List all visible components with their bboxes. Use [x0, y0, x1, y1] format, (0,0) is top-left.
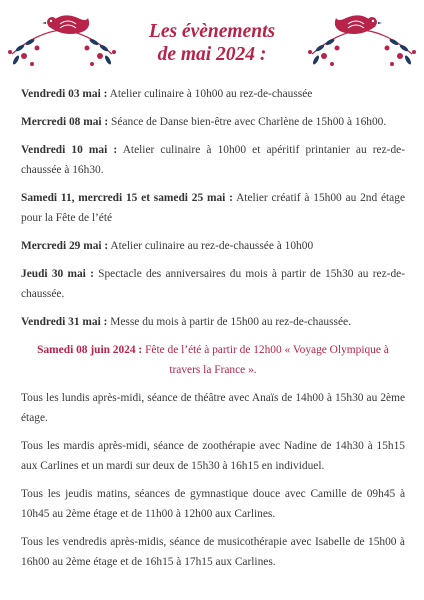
recurring-item: Tous les vendredis après-midis, séance de musicothérapie avec Isabelle de 15h00 à 16h00 au 2ème étage et de 16h15 à 17h15 aux Carlines.: [21, 536, 405, 568]
event-item: [21, 112, 405, 132]
event-date: Jeudi 30 mai :: [21, 268, 94, 280]
event-item: [21, 312, 405, 332]
event-text: Atelier culinaire au rez-de-chaussée à 10h00: [108, 240, 314, 252]
event-date: Vendredi 03 mai :: [21, 88, 108, 100]
event-item: [21, 84, 405, 104]
event-item: [21, 264, 405, 304]
event-text: Spectacle des anniversaires du mois à partir de 15h30 au rez-de-chaussée.: [21, 268, 405, 300]
event-text: Messe du mois à partir de 15h00 au rez-de-chaussée.: [107, 316, 351, 328]
highlight-event: [21, 340, 405, 380]
event-text: Atelier créatif à 15h00 au 2nd étage pour la Fête de l’été: [21, 192, 405, 224]
event-text: Séance de Danse bien-être avec Charlène de 15h00 à 16h00.: [108, 116, 387, 128]
highlight-date: Samedi 08 juin 2024 :: [37, 344, 143, 356]
event-text: Atelier culinaire à 10h00 au rez-de-chaussée: [107, 88, 313, 100]
page-title: [0, 20, 424, 66]
highlight-text: Fête de l’été à partir de 12h00 « Voyage Olympique à travers la France ».: [142, 344, 389, 376]
event-item: [21, 236, 405, 256]
title-line-1: Les évènements: [148, 21, 276, 42]
event-date: Samedi 11, mercredi 15 et samedi 25 mai :: [21, 192, 233, 204]
recurring-item: Tous les jeudis matins, séances de gymnastique douce avec Camille de 09h45 à 10h45 au 2ème étage et de 11h00 à 12h00 aux Carlines.: [21, 488, 405, 520]
recurring-item: Tous les mardis après-midi, séance de zoothérapie avec Nadine de 14h30 à 15h15 aux Carlines et un mardi sur deux de 15h30 à 16h15 en individuel.: [21, 440, 405, 472]
event-date: Vendredi 10 mai :: [21, 144, 118, 156]
event-date: Vendredi 31 mai :: [21, 316, 108, 328]
event-date: Mercredi 08 mai :: [21, 116, 109, 128]
recurring-item: Tous les lundis après-midi, séance de théâtre avec Anaïs de 14h00 à 15h30 au 2ème étage.: [21, 392, 405, 424]
events-list: [21, 84, 405, 580]
event-text: Atelier culinaire à 10h00 et apéritif printanier au rez-de-chaussée à 16h30.: [21, 144, 405, 176]
event-item: [21, 188, 405, 228]
event-item: [21, 140, 405, 180]
title-line-2: de mai 2024 :: [157, 44, 267, 65]
event-date: Mercredi 29 mai :: [21, 240, 109, 252]
